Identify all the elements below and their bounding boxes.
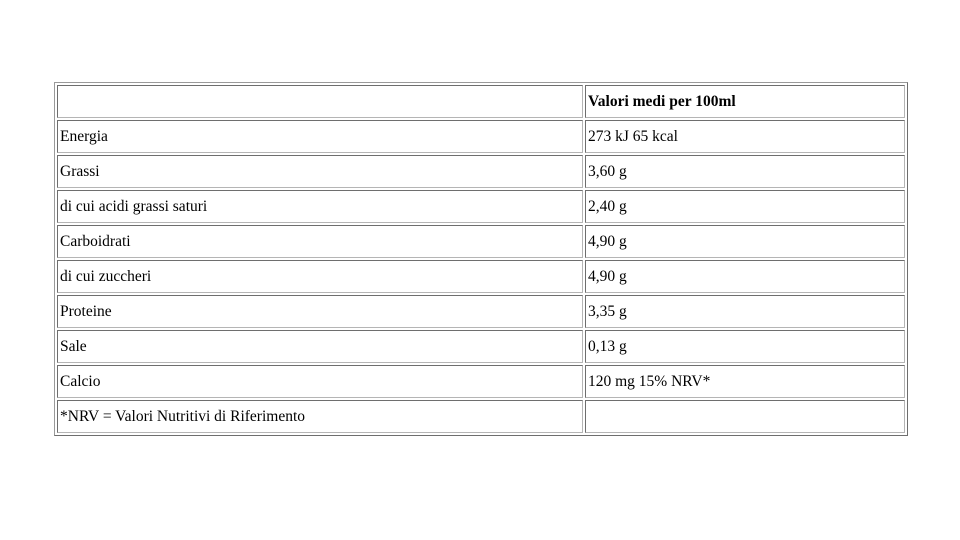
row-label: Energia bbox=[57, 120, 583, 153]
nutrition-table bbox=[54, 82, 908, 436]
footnote-label: *NRV = Valori Nutritivi di Riferimento bbox=[57, 400, 583, 433]
row-label: di cui zuccheri bbox=[57, 260, 583, 293]
row-label: Calcio bbox=[57, 365, 583, 398]
table-header-row bbox=[57, 85, 905, 118]
row-label: Sale bbox=[57, 330, 583, 363]
footnote-value bbox=[585, 400, 905, 433]
table-row bbox=[57, 295, 905, 328]
row-value: 120 mg 15% NRV* bbox=[585, 365, 905, 398]
row-value: 273 kJ 65 kcal bbox=[585, 120, 905, 153]
row-label: di cui acidi grassi saturi bbox=[57, 190, 583, 223]
row-value: 3,60 g bbox=[585, 155, 905, 188]
row-value: 4,90 g bbox=[585, 260, 905, 293]
row-label: Proteine bbox=[57, 295, 583, 328]
row-label: Carboidrati bbox=[57, 225, 583, 258]
header-value-cell: Valori medi per 100ml bbox=[585, 85, 905, 118]
row-value: 3,35 g bbox=[585, 295, 905, 328]
table-row bbox=[57, 330, 905, 363]
table-row bbox=[57, 225, 905, 258]
row-label: Grassi bbox=[57, 155, 583, 188]
header-label-cell bbox=[57, 85, 583, 118]
row-value: 4,90 g bbox=[585, 225, 905, 258]
table-footnote-row bbox=[57, 400, 905, 433]
table-row bbox=[57, 260, 905, 293]
table-row bbox=[57, 155, 905, 188]
row-value: 2,40 g bbox=[585, 190, 905, 223]
table-row bbox=[57, 190, 905, 223]
table-row bbox=[57, 365, 905, 398]
row-value: 0,13 g bbox=[585, 330, 905, 363]
table-row bbox=[57, 120, 905, 153]
